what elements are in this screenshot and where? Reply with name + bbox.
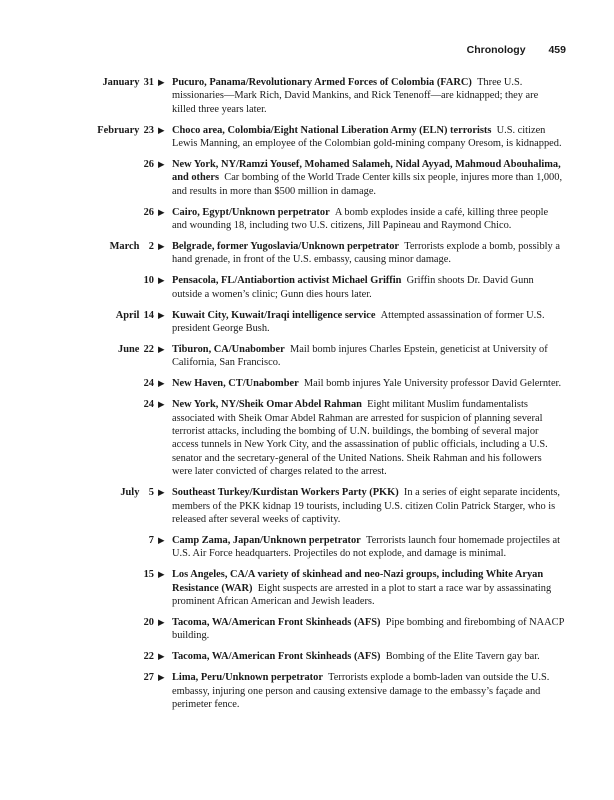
entry-description: Mail bomb injures Yale University professor David Gelernter. xyxy=(303,378,562,390)
entry-date xyxy=(0,76,154,89)
chronology-entry xyxy=(0,274,614,301)
arrow-icon: ▶ xyxy=(158,651,165,662)
entry-date xyxy=(0,343,154,356)
entry-day: 22 xyxy=(143,651,154,663)
chronology-entry xyxy=(0,568,614,608)
arrow-icon: ▶ xyxy=(158,206,165,217)
entry-description: Attempted assassination of former U.S. president George Bush. xyxy=(172,309,545,335)
chronology-entry xyxy=(0,377,614,390)
entry-month: January xyxy=(102,77,140,88)
entry-date xyxy=(0,206,154,219)
chronology-entry xyxy=(0,616,614,643)
entry-date xyxy=(0,616,154,629)
chronology-entry xyxy=(0,206,614,233)
entry-description: Pipe bombing and firebombing of NAACP building. xyxy=(172,616,564,642)
entry-heading: New Haven, CT/Unabomber xyxy=(172,378,299,390)
chronology-entry xyxy=(0,309,614,336)
arrow-icon: ▶ xyxy=(158,159,165,170)
entry-heading: Los Angeles, CA/A variety of skinhead and neo-Nazi groups, including White Aryan Resistance (WAR) xyxy=(172,569,544,594)
entry-heading: Cairo, Egypt/Unknown perpetrator xyxy=(172,206,330,218)
entry-heading: New York, NY/Sheik Omar Abdel Rahman xyxy=(172,399,362,411)
entry-description: Terrorists explode a bomb-laden van outside the U.S. embassy, injuring one person and causing extensive damage to the embassy’s façade and perimeter fence. xyxy=(172,672,550,710)
entry-date xyxy=(0,568,154,581)
arrow-icon: ▶ xyxy=(158,275,165,286)
arrow-icon: ▶ xyxy=(158,672,165,683)
arrow-icon: ▶ xyxy=(158,569,165,580)
arrow-icon: ▶ xyxy=(158,77,165,87)
section-title: Chronology xyxy=(466,44,526,56)
entry-day: 24 xyxy=(143,378,154,390)
chronology-entry xyxy=(0,240,614,267)
entry-date xyxy=(0,377,154,390)
entry-heading: Tacoma, WA/American Front Skinheads (AFS) xyxy=(172,651,381,663)
chronology-entry xyxy=(0,534,614,561)
arrow-icon: ▶ xyxy=(158,378,165,389)
entry-heading: Belgrade, former Yugoslavia/Unknown perpetrator xyxy=(172,241,400,253)
entry-date xyxy=(0,534,154,547)
entry-day: 15 xyxy=(143,569,154,581)
entry-date xyxy=(0,124,154,137)
arrow-icon: ▶ xyxy=(158,124,165,135)
chronology-entry xyxy=(0,158,614,198)
entry-day: 22 xyxy=(143,344,154,355)
entry-description: Eight suspects are arrested in a plot to start a race war by assassinating prominent African American and Jewish leaders. xyxy=(172,582,552,607)
entry-description: Three U.S. missionaries—Mark Rich, David Mankins, and Rick Tenenoff—are kidnapped; they are killed three years later. xyxy=(172,77,539,115)
entry-description: In a series of eight separate incidents, members of the PKK kidnap 19 tourists, including U.S. citizen Colin Patrick Starger, who is released after several weeks of captivity. xyxy=(172,487,560,525)
entry-heading: Tiburon, CA/Unabomber xyxy=(172,344,285,355)
chronology-entry xyxy=(0,76,614,116)
entry-date xyxy=(0,240,154,253)
entry-description: A bomb explodes inside a café, killing three people and wounding 18, including two U.S. citizens, Jill Papineau and Raymond Chico. xyxy=(172,206,549,232)
arrow-icon: ▶ xyxy=(158,534,165,545)
entry-heading: Tacoma, WA/American Front Skinheads (AFS) xyxy=(172,616,381,628)
entry-description: Bombing of the Elite Tavern gay bar. xyxy=(385,651,540,663)
arrow-icon: ▶ xyxy=(158,487,165,498)
entry-description: Griffin shoots Dr. David Gunn outside a women’s clinic; Gunn dies hours later. xyxy=(172,275,534,300)
chronology-list xyxy=(0,76,614,719)
arrow-icon: ▶ xyxy=(158,399,165,410)
entry-day: 23 xyxy=(143,124,154,136)
entry-day: 20 xyxy=(143,616,154,628)
entry-month: March xyxy=(109,241,140,253)
entry-heading: Lima, Peru/Unknown perpetrator xyxy=(172,672,323,684)
entry-description: Mail bomb injures Charles Epstein, geneticist at University of California, San Francisco. xyxy=(172,344,548,369)
entry-month: April xyxy=(115,309,140,321)
entry-day: 27 xyxy=(143,672,154,684)
entry-day: 5 xyxy=(148,487,154,499)
entry-date xyxy=(0,309,154,322)
entry-heading: Pucuro, Panama/Revolutionary Armed Forces of Colombia (FARC) xyxy=(172,77,472,88)
entry-day: 26 xyxy=(143,159,154,171)
entry-day: 31 xyxy=(143,77,154,88)
entry-heading: New York, NY/Ramzi Yousef, Mohamed Salameh, Nidal Ayyad, Mahmoud Abouhalima, and others xyxy=(172,159,561,184)
entry-day: 2 xyxy=(148,241,154,253)
entry-day: 10 xyxy=(143,275,154,287)
entry-day: 26 xyxy=(143,206,154,218)
chronology-entry xyxy=(0,398,614,478)
arrow-icon: ▶ xyxy=(158,241,165,252)
entry-heading: Kuwait City, Kuwait/Iraqi intelligence service xyxy=(172,309,376,321)
entry-month: June xyxy=(118,344,140,355)
entry-heading: Camp Zama, Japan/Unknown perpetrator xyxy=(172,534,361,546)
chronology-entry xyxy=(0,486,614,526)
entry-description: Car bombing of the World Trade Center kills six people, injures more than 1,000, and results in more than $500 million in damage. xyxy=(172,172,563,197)
entry-description: Terrorists explode a bomb, possibly a hand grenade, in front of the U.S. embassy, causing minor damage. xyxy=(172,241,560,266)
arrow-icon: ▶ xyxy=(158,344,165,354)
entry-day: 24 xyxy=(143,399,154,411)
entry-description: Terrorists launch four homemade projectiles at U.S. Air Force headquarters. Projectiles do not explode, and damage is minimal. xyxy=(172,534,561,560)
entry-month: July xyxy=(120,487,140,499)
entry-heading: Southeast Turkey/Kurdistan Workers Party (PKK) xyxy=(172,487,399,499)
entry-date xyxy=(0,274,154,287)
entry-heading: Choco area, Colombia/Eight National Liberation Army (ELN) terrorists xyxy=(172,124,492,136)
entry-day: 14 xyxy=(143,309,154,321)
entry-description: Eight militant Muslim fundamentalists associated with Sheik Omar Abdel Rahman are arrested for suspicion of planning several terrorist attacks, including the bombing of U.N. buildings, the bombing of several major access tunnels in New York City, and the assassination of public officials, including a U.S. senator and the secretary-general of the United Nations. Sheik Rahman and his followers were later convicted of charges related to the arrest. xyxy=(172,399,548,478)
running-header xyxy=(0,44,566,56)
entry-heading: Pensacola, FL/Antiabortion activist Michael Griffin xyxy=(172,275,402,287)
entry-month: February xyxy=(97,124,140,136)
entry-date xyxy=(0,486,154,499)
chronology-entry xyxy=(0,124,614,151)
entry-date xyxy=(0,398,154,411)
chronology-entry xyxy=(0,671,614,711)
chronology-entry xyxy=(0,650,614,663)
page-number: 459 xyxy=(548,44,566,56)
chronology-entry xyxy=(0,343,614,370)
arrow-icon: ▶ xyxy=(158,616,165,627)
entry-description: U.S. citizen Lewis Manning, an employee of the Colombian gold-mining company Oresom, is kidnapped. xyxy=(172,124,562,150)
entry-date xyxy=(0,650,154,663)
entry-day: 7 xyxy=(148,534,154,546)
entry-date xyxy=(0,158,154,171)
entry-date xyxy=(0,671,154,684)
arrow-icon: ▶ xyxy=(158,309,165,320)
